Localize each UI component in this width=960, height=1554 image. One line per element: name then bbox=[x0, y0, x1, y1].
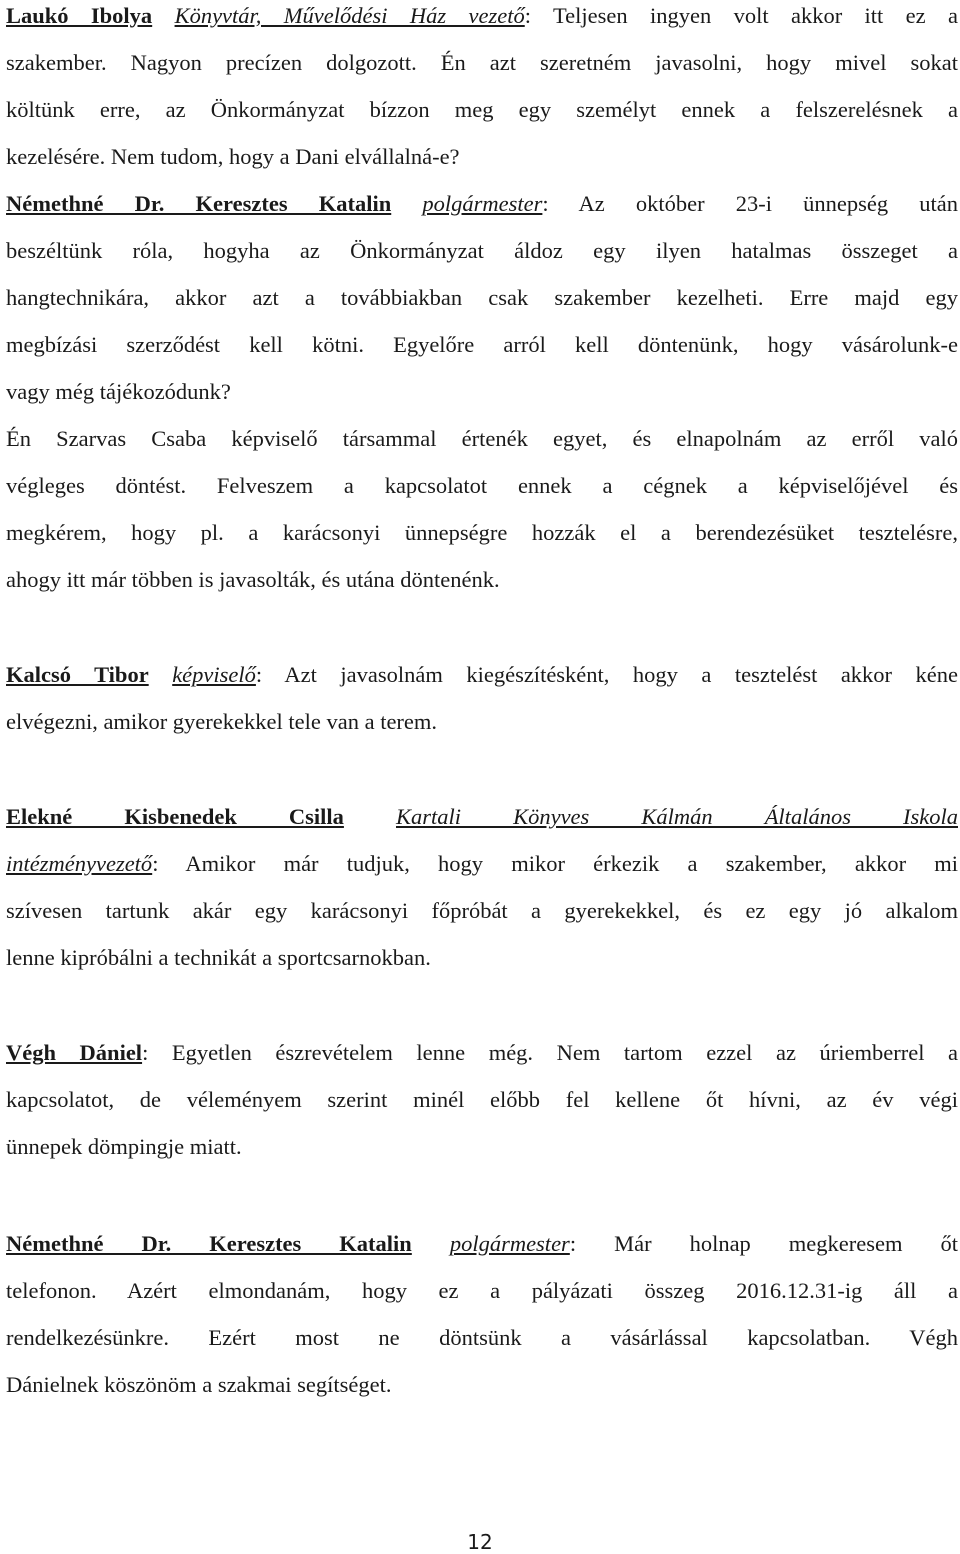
text-line: végleges döntést. Felveszem a kapcsolatot ennek a cégnek a képviselőjével és bbox=[6, 473, 958, 498]
line-text: Egyetlen észrevételem lenne még. Nem tartom ezzel az úriemberrel a bbox=[148, 1040, 958, 1065]
text-line: ünnepek dömpingje miatt. bbox=[6, 1134, 242, 1159]
speaker-name: Elekné Kisbenedek Csilla bbox=[6, 804, 344, 829]
speaker-role: polgármester bbox=[422, 191, 543, 216]
colon: : bbox=[524, 3, 531, 28]
text-line bbox=[6, 806, 958, 829]
text-line: lenne kipróbálni a technikát a sportcsarnokban. bbox=[6, 945, 431, 970]
line-text: Az október 23-i ünnepség után bbox=[548, 191, 959, 216]
colon: : bbox=[255, 662, 263, 687]
text-line bbox=[6, 1233, 958, 1256]
colon: : bbox=[152, 851, 159, 876]
text-line: megbízási szerződést kell kötni. Egyelőre arról kell döntenünk, hogy vásárolunk-e bbox=[6, 332, 958, 357]
line-text: Amikor már tudjuk, hogy mikor érkezik a szakember, akkor mi bbox=[158, 851, 958, 876]
speaker-role: Kartali Könyves Kálmán Általános Iskola bbox=[396, 804, 958, 829]
text-line: rendelkezésünkre. Ezért most ne döntsünk a vásárlással kapcsolatban. Végh bbox=[6, 1325, 958, 1350]
colon: : bbox=[542, 191, 549, 216]
text-line: vagy még tájékozódunk? bbox=[6, 379, 231, 404]
speaker-role: polgármester bbox=[449, 1231, 570, 1256]
text-line: megkérem, hogy pl. a karácsonyi ünnepségre hozzák el a berendezésüket tesztelésre, bbox=[6, 520, 958, 545]
colon: : bbox=[142, 1040, 149, 1065]
page-number: 12 bbox=[467, 1530, 493, 1554]
text-line bbox=[6, 5, 958, 28]
text-line bbox=[6, 193, 958, 216]
text-line: hangtechnikára, akkor azt a továbbiakban csak szakember kezelheti. Erre majd egy bbox=[6, 285, 958, 310]
text-line: Én Szarvas Csaba képviselő társammal értenék egyet, és elnapolnám az erről való bbox=[6, 426, 958, 451]
text-line: szívesen tartunk akár egy karácsonyi főpróbát a gyerekekkel, és ez egy jó alkalom bbox=[6, 898, 958, 923]
text-line: kapcsolatot, de véleményem szerint minél előbb fel kellene őt hívni, az év végi bbox=[6, 1087, 958, 1112]
text-line bbox=[6, 853, 958, 876]
text-line: szakember. Nagyon precízen dolgozott. Én azt szeretném javasolni, hogy mivel sokat bbox=[6, 50, 958, 75]
colon: : bbox=[569, 1231, 577, 1256]
line-text: Már holnap megkeresem őt bbox=[576, 1231, 958, 1256]
text-line: kezelésére. Nem tudom, hogy a Dani elvállalná-e? bbox=[6, 144, 460, 169]
speaker-name: Kalcsó Tibor bbox=[6, 662, 149, 687]
text-line bbox=[6, 1042, 958, 1065]
text-line: beszéltünk róla, hogyha az Önkormányzat áldoz egy ilyen hatalmas összeget a bbox=[6, 238, 958, 263]
text-line: költünk erre, az Önkormányzat bízzon meg egy személyt ennek a felszerelésnek a bbox=[6, 97, 958, 122]
speaker-role: Könyvtár, Művelődési Ház vezető bbox=[174, 3, 525, 28]
speaker-name: Némethné Dr. Keresztes Katalin bbox=[6, 191, 392, 216]
text-line bbox=[6, 664, 958, 687]
speaker-role: intézményvezető bbox=[6, 851, 153, 876]
text-line: elvégezni, amikor gyerekekkel tele van a terem. bbox=[6, 709, 438, 734]
speaker-name: Némethné Dr. Keresztes Katalin bbox=[6, 1231, 412, 1256]
speaker-role: képviselő bbox=[172, 662, 256, 687]
text-line: Dánielnek köszönöm a szakmai segítséget. bbox=[6, 1372, 392, 1397]
text-line: ahogy itt már többen is javasolták, és utána döntenénk. bbox=[6, 567, 500, 592]
line-text: Azt javasolnám kiegészítésként, hogy a tesztelést akkor kéne bbox=[262, 662, 959, 687]
text-line: telefonon. Azért elmondanám, hogy ez a pályázati összeg 2016.12.31-ig áll a bbox=[6, 1278, 958, 1303]
speaker-name: Laukó Ibolya bbox=[6, 3, 153, 28]
line-text: Teljesen ingyen volt akkor itt ez a bbox=[531, 3, 959, 28]
speaker-name: Végh Dániel bbox=[6, 1040, 143, 1065]
